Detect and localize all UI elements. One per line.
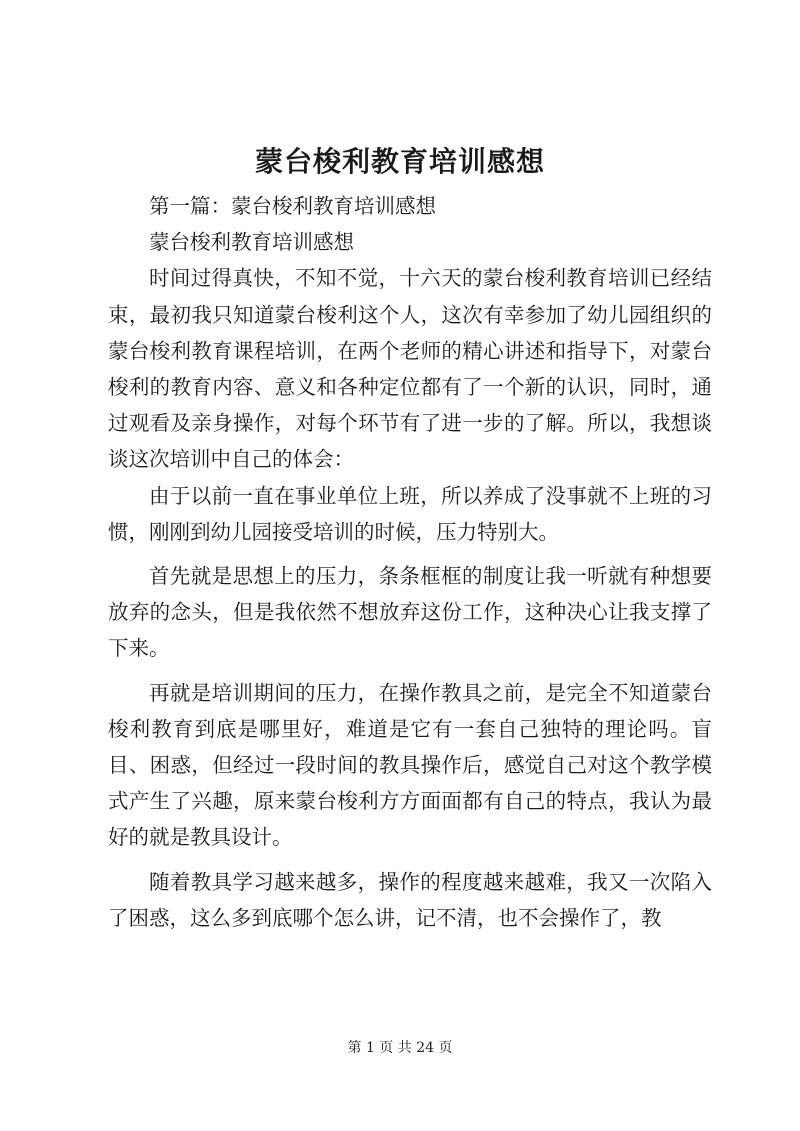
page-number-footer: 第 1 页 共 24 页	[347, 1040, 453, 1056]
paragraph-training-pressure: 再就是培训期间的压力，在操作教具之前，是完全不知道蒙台梭利教育到底是哪里好，难道是它有一套自己独特的理论吗。盲目、困惑，但经过一段时间的教具操作后，感觉自己对这个教学模式产生了兴趣，原来蒙台梭利方方面面都有自己的特点，我认为最好的就是教具设计。	[108, 680, 712, 850]
subtitle-line: 蒙台梭利教育培训感想	[149, 230, 354, 255]
paragraph-background: 由于以前一直在事业单位上班，所以养成了没事就不上班的习惯，刚刚到幼儿园接受培训的时候，压力特别大。	[108, 483, 712, 544]
document-title: 蒙台梭利教育培训感想	[254, 145, 545, 178]
document-body	[108, 188, 712, 936]
paragraph-confusion: 随着教具学习越来越多，操作的程度越来越难，我又一次陷入了困惑，这么多到底哪个怎么讲，记不清，也不会操作了，教	[108, 869, 712, 930]
paragraph-mental-pressure: 首先就是思想上的压力，条条框框的制度让我一听就有种想要放弃的念头，但是我依然不想放弃这份工作，这种决心让我支撑了下来。	[108, 564, 712, 661]
section-heading: 第一篇：蒙台梭利教育培训感想	[149, 194, 436, 218]
paragraph-intro: 时间过得真快，不知不觉，十六天的蒙台梭利教育培训已经结束，最初我只知道蒙台梭利这个人，这次有幸参加了幼儿园组织的蒙台梭利教育课程培训，在两个老师的精心讲述和指导下，对蒙台梭利的教育内容、意义和各种定位都有了一个新的认识，同时，通过观看及亲身操作，对每个环节有了进一步的了解。所以，我想谈谈这次培训中自己的体会：	[108, 266, 712, 472]
